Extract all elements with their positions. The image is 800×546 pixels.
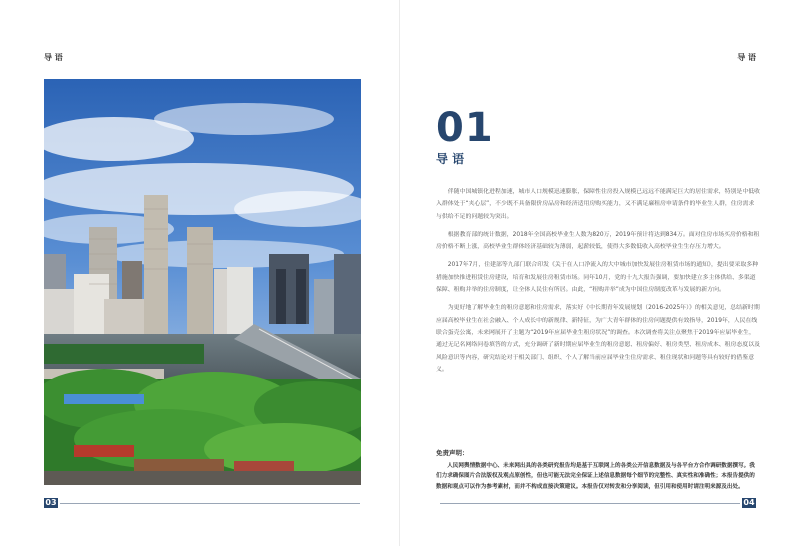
body-text [436, 186, 760, 382]
running-header: 导 语 [737, 53, 756, 62]
paragraph: 2017年7月，住建部等九部门联合印发《关于在人口净流入的大中城市加快发展住房租赁市场的通知》，提出要采取多种措施加快推进租赁住房建设，培育和发展住房租赁市场。同年10月，党的十九大报告强调，要加快建立多主体供给、多渠道保障、租购并举的住房制度，让全体人民住有所居。由此，“租购并举”成为中国住房制度改革与发展的新方向。 [436, 262, 759, 294]
paragraph: 根据教育部的统计数据，2018年全国高校毕业生人数为820万，2019年预计将达到834万。面对住房市场买房价格和租房价格不断上涨，高校毕业生群体经济基础较为薄弱，起薪较低，使得大多数低收入高校毕业生生存压力增大。 [436, 231, 760, 251]
paragraph: 为更好地了解毕业生的租房意愿和住房需求，落实好《中长期青年发展规划（2016-2025年）》的相关意见，总结新时期应届高校毕业生在社会融入、个人成长中的新规律、新特征，为广大青年群体的住房问题提供有效指导，2019年，人民在线联合蛋壳公寓，未来网展开了主题为“2019年应届毕业生租房状况”的调查。本次调查将关注点聚焦于2019年应届毕业生，通过无记名网络问卷填答的方式，充分调研了新时期应届毕业生的租房意愿、租房偏好、租房类型、租房成本、租房态度以及风险意识等内容，研究结论对于相关部门、组织、个人了解当前应届毕业生住房需求、租住现状和问题等具有较好的借鉴意义。 [436, 305, 760, 373]
running-header: 导 语 [44, 53, 63, 62]
page-number: 03 [45, 498, 57, 507]
page-number: 04 [743, 498, 755, 507]
city-skyline-photo [44, 79, 361, 485]
disclaimer-title: 免责声明： [436, 449, 469, 457]
page-footer-rule [60, 503, 360, 504]
page-footer-rule [440, 503, 740, 504]
paragraph: 伴随中国城镇化进程加速，城市人口规模迅速膨胀，保障性住房投入规模已远远不能满足巨大的居住需求，特别是中低收入群体处于“夹心层”，不少既不具备限价房品房和经济适用房购买能力，又不满足廉租房申请条件的毕业生人群，住房需求与供给不足的问题较为突出。 [436, 189, 760, 220]
chapter-number: 01 [436, 105, 494, 151]
chapter-title: 导 语 [436, 152, 465, 166]
disclaimer [436, 448, 760, 492]
disclaimer-body: 人民网舆情数据中心、未来网出具的各类研究报告均是基于互联网上的各类公开信息数据及与各平台方合作调研数据撰写。我们力求确保图片合法版权及观点原创性，但也可能无法完全保证上述信息数据每个细节的完整性、真实性和准确性；本报告提供的数据和观点可以作为参考素材，而并不构成直接决策建议。本报告仅对转发和分享阅读，但引用和使用时请注明来源及出处。 [436, 462, 755, 490]
right-page [400, 0, 800, 546]
